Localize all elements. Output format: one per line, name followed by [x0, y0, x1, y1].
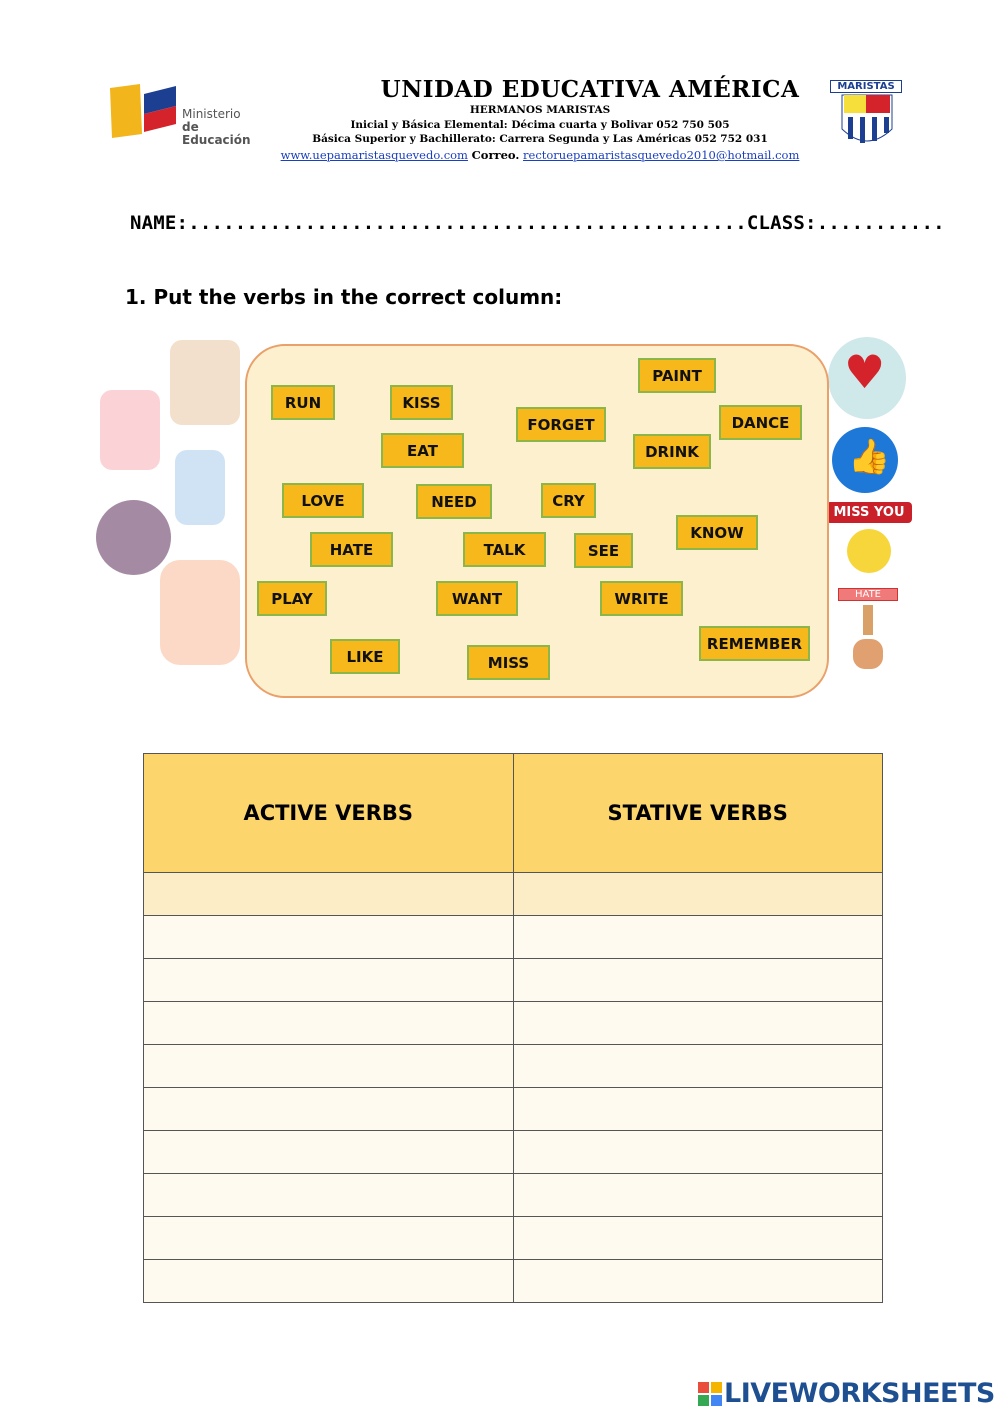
maristas-crest [830, 80, 910, 152]
email-label: Correo. [471, 148, 520, 162]
word-tile-kiss[interactable]: KISS [390, 385, 453, 420]
liveworksheets-logo [698, 1378, 995, 1409]
word-tile-play[interactable]: PLAY [257, 581, 327, 616]
table-row [144, 1088, 883, 1131]
baby-crying-image [175, 450, 225, 525]
active-drop-cell[interactable] [144, 1260, 514, 1303]
name-class-line[interactable]: NAME:................................................CLASS:........... [130, 212, 945, 234]
girl-running-image [100, 390, 160, 470]
word-tile-forget[interactable]: FORGET [516, 407, 606, 442]
header-active-verbs: ACTIVE VERBS [144, 754, 514, 873]
word-tile-write[interactable]: WRITE [600, 581, 683, 616]
stative-drop-cell[interactable] [513, 1131, 883, 1174]
ministry-text-1: Ministerio [182, 107, 241, 121]
address-line-1: Inicial y Básica Elemental: Décima cuarta y Bolivar 052 750 505 [350, 119, 730, 131]
table-row [144, 1131, 883, 1174]
word-tile-see[interactable]: SEE [574, 533, 633, 568]
girl-dancing-image [160, 560, 240, 665]
word-tile-remember[interactable]: REMEMBER [699, 626, 810, 661]
hearts-image: ♥ [828, 337, 906, 419]
table-row [144, 1260, 883, 1303]
stative-drop-cell[interactable] [513, 873, 883, 916]
school-subtitle: HERMANOS MARISTAS [469, 104, 611, 116]
word-tile-paint[interactable]: PAINT [638, 358, 716, 393]
stative-drop-cell[interactable] [513, 1174, 883, 1217]
liveworksheets-brand: LIVEWORKSHEETS [724, 1378, 995, 1409]
stative-drop-cell[interactable] [513, 1002, 883, 1045]
table-row [144, 1002, 883, 1045]
word-tile-drink[interactable]: DRINK [633, 434, 711, 469]
liveworksheets-icon [698, 1382, 722, 1406]
word-tile-eat[interactable]: EAT [381, 433, 464, 468]
word-tile-dance[interactable]: DANCE [719, 405, 802, 440]
website-link[interactable]: www.uepamaristasquevedo.com [280, 148, 468, 162]
hate-label: HATE [838, 588, 898, 601]
boy-writing-image [170, 340, 240, 425]
instruction: 1. Put the verbs in the correct column: [125, 285, 563, 309]
table-row [144, 1174, 883, 1217]
table-row [144, 1045, 883, 1088]
active-drop-cell[interactable] [144, 873, 514, 916]
word-tile-love[interactable]: LOVE [282, 483, 364, 518]
table-row [144, 916, 883, 959]
word-tile-cry[interactable]: CRY [541, 483, 596, 518]
active-drop-cell[interactable] [144, 959, 514, 1002]
stative-drop-cell[interactable] [513, 959, 883, 1002]
active-drop-cell[interactable] [144, 1217, 514, 1260]
word-tile-need[interactable]: NEED [416, 484, 492, 519]
miss-you-label: MISS YOU [826, 502, 912, 523]
active-drop-cell[interactable] [144, 1045, 514, 1088]
girl-drinking-image [96, 500, 171, 575]
word-tile-run[interactable]: RUN [271, 385, 335, 420]
word-tile-like[interactable]: LIKE [330, 639, 400, 674]
word-tile-want[interactable]: WANT [436, 581, 518, 616]
school-name: UNIDAD EDUCATIVA AMÉRICA [380, 76, 800, 103]
table-row [144, 873, 883, 916]
thumbs-up-image: 👍 [832, 427, 898, 493]
email-link[interactable]: rectoruepamaristasquevedo2010@hotmail.com [523, 148, 800, 162]
miss-you-image [826, 502, 912, 578]
stative-drop-cell[interactable] [513, 1088, 883, 1131]
word-tile-talk[interactable]: TALK [463, 532, 546, 567]
stative-drop-cell[interactable] [513, 916, 883, 959]
hate-sign-image [838, 588, 898, 676]
address-line-2: Básica Superior y Bachillerato: Carrera Segunda y Las Américas 052 752 031 [312, 133, 768, 145]
word-tile-know[interactable]: KNOW [676, 515, 758, 550]
active-drop-cell[interactable] [144, 1088, 514, 1131]
header-stative-verbs: STATIVE VERBS [513, 754, 883, 873]
stative-drop-cell[interactable] [513, 1260, 883, 1303]
ministry-text-2: de Educación [182, 120, 251, 147]
verbs-table [143, 753, 883, 1303]
word-tile-miss[interactable]: MISS [467, 645, 550, 680]
crest-text: MARISTAS [830, 80, 902, 93]
active-drop-cell[interactable] [144, 916, 514, 959]
table-row [144, 1217, 883, 1260]
table-row [144, 959, 883, 1002]
stative-drop-cell[interactable] [513, 1217, 883, 1260]
active-drop-cell[interactable] [144, 1131, 514, 1174]
word-tile-hate[interactable]: HATE [310, 532, 393, 567]
stative-drop-cell[interactable] [513, 1045, 883, 1088]
active-drop-cell[interactable] [144, 1174, 514, 1217]
active-drop-cell[interactable] [144, 1002, 514, 1045]
